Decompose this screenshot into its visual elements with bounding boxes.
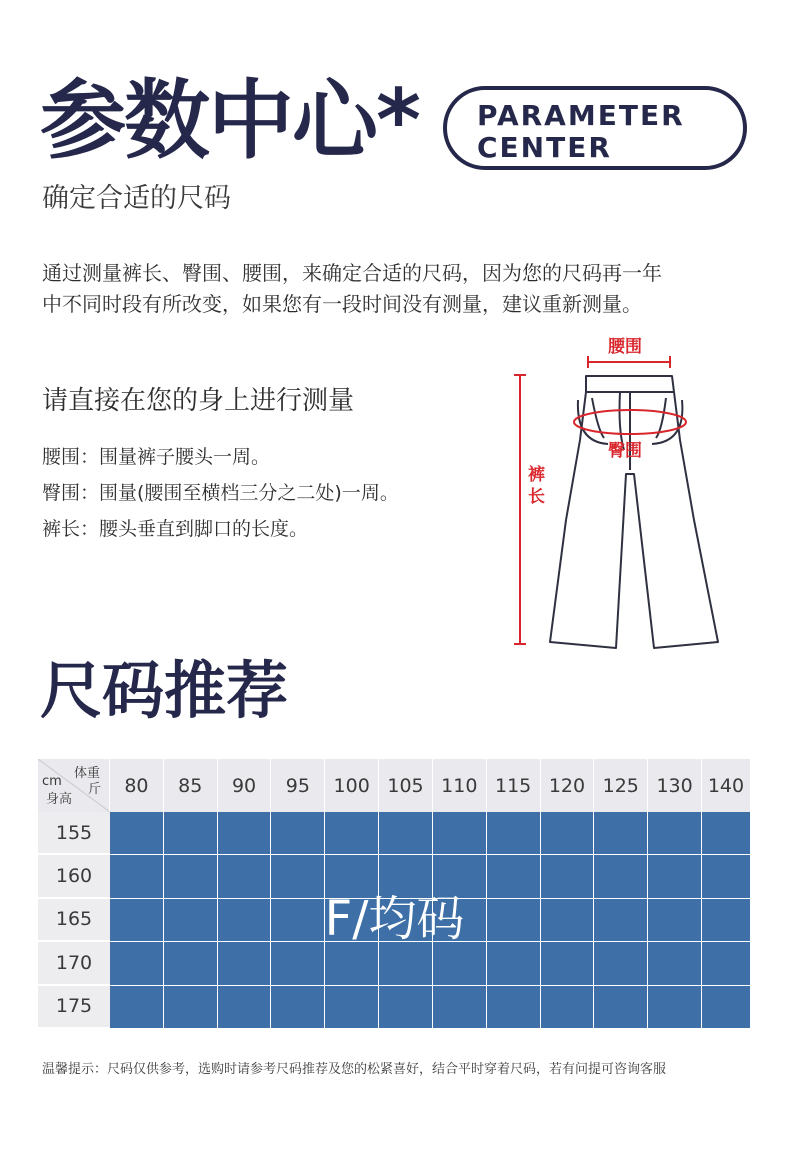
corner-weight-label-2: 斤 bbox=[88, 782, 102, 797]
size-cell bbox=[271, 812, 325, 855]
size-cell bbox=[110, 812, 164, 855]
weight-header: 120 bbox=[541, 759, 595, 812]
size-cell bbox=[487, 986, 541, 1029]
weight-header: 85 bbox=[164, 759, 218, 812]
intro-paragraph bbox=[42, 258, 762, 320]
page-subtitle: 确定合适的尺码 bbox=[42, 183, 231, 214]
length-label-1: 裤 bbox=[528, 465, 545, 485]
pants-outline bbox=[550, 376, 718, 648]
waist-measure-line bbox=[588, 356, 670, 368]
size-cell bbox=[271, 986, 325, 1029]
size-cell bbox=[487, 812, 541, 855]
size-cell bbox=[433, 986, 487, 1029]
badge-line-1: PARAMETER bbox=[477, 99, 685, 132]
size-cell bbox=[325, 986, 379, 1029]
pants-measurement-diagram bbox=[500, 330, 730, 660]
size-cell bbox=[164, 812, 218, 855]
waist-label: 腰围 bbox=[608, 337, 642, 357]
corner-weight-label-1: 体重 bbox=[74, 766, 101, 781]
size-cell bbox=[110, 986, 164, 1029]
height-header: 170 bbox=[38, 942, 110, 985]
weight-header: 110 bbox=[433, 759, 487, 812]
size-cell bbox=[379, 812, 433, 855]
weight-header: 130 bbox=[648, 759, 702, 812]
measure-definitions bbox=[42, 442, 399, 550]
size-cell bbox=[648, 812, 702, 855]
definition-waist: 腰围：围量裤子腰头一周。 bbox=[42, 446, 271, 468]
size-section-title: 尺码推荐 bbox=[40, 654, 289, 727]
intro-line-2: 中不同时段有所改变，如果您有一段时间没有测量，建议重新测量。 bbox=[42, 292, 642, 316]
length-measure-line bbox=[514, 375, 526, 644]
size-cell bbox=[325, 812, 379, 855]
intro-line-1: 通过测量裤长、臀围、腰围，来确定合适的尺码，因为您的尺码再一年 bbox=[42, 261, 662, 285]
weight-header: 80 bbox=[110, 759, 164, 812]
footnote: 温馨提示：尺码仅供参考，选购时请参考尺码推荐及您的松紧喜好，结合平时穿着尺码，若有问提可咨询客服 bbox=[42, 1062, 667, 1077]
size-cell bbox=[218, 986, 272, 1029]
measure-title: 请直接在您的身上进行测量 bbox=[42, 386, 355, 416]
weight-header: 140 bbox=[702, 759, 751, 812]
size-cell bbox=[433, 812, 487, 855]
size-cell bbox=[702, 986, 751, 1029]
size-cell bbox=[594, 812, 648, 855]
definition-hip: 臀围：围量(腰围至横档三分之二处)一周。 bbox=[42, 482, 399, 504]
corner-unit-label: cm bbox=[42, 774, 62, 789]
hip-label: 臀围 bbox=[608, 441, 642, 461]
size-cell bbox=[702, 812, 751, 855]
height-header: 160 bbox=[38, 855, 110, 898]
height-header: 165 bbox=[38, 899, 110, 942]
size-label: F/均码 bbox=[324, 891, 465, 947]
size-cell bbox=[541, 812, 595, 855]
height-header: 155 bbox=[38, 812, 110, 855]
badge-line-2: CENTER bbox=[477, 131, 612, 164]
page-title: 参数中心* bbox=[40, 71, 419, 171]
weight-header: 115 bbox=[487, 759, 541, 812]
weight-header: 95 bbox=[271, 759, 325, 812]
height-header: 175 bbox=[38, 986, 110, 1029]
corner-height-label: 身高 bbox=[46, 792, 73, 807]
size-cell bbox=[541, 986, 595, 1029]
weight-header: 105 bbox=[379, 759, 433, 812]
weight-header: 90 bbox=[218, 759, 272, 812]
weight-header: 100 bbox=[325, 759, 379, 812]
table-corner-header bbox=[38, 759, 110, 812]
size-cell bbox=[379, 986, 433, 1029]
size-cell bbox=[218, 812, 272, 855]
size-cell bbox=[648, 986, 702, 1029]
length-label-2: 长 bbox=[528, 487, 545, 507]
weight-header: 125 bbox=[594, 759, 648, 812]
size-cell bbox=[594, 986, 648, 1029]
definition-length: 裤长：腰头垂直到脚口的长度。 bbox=[42, 518, 309, 540]
parameter-center-badge bbox=[443, 86, 747, 170]
size-cell bbox=[164, 986, 218, 1029]
